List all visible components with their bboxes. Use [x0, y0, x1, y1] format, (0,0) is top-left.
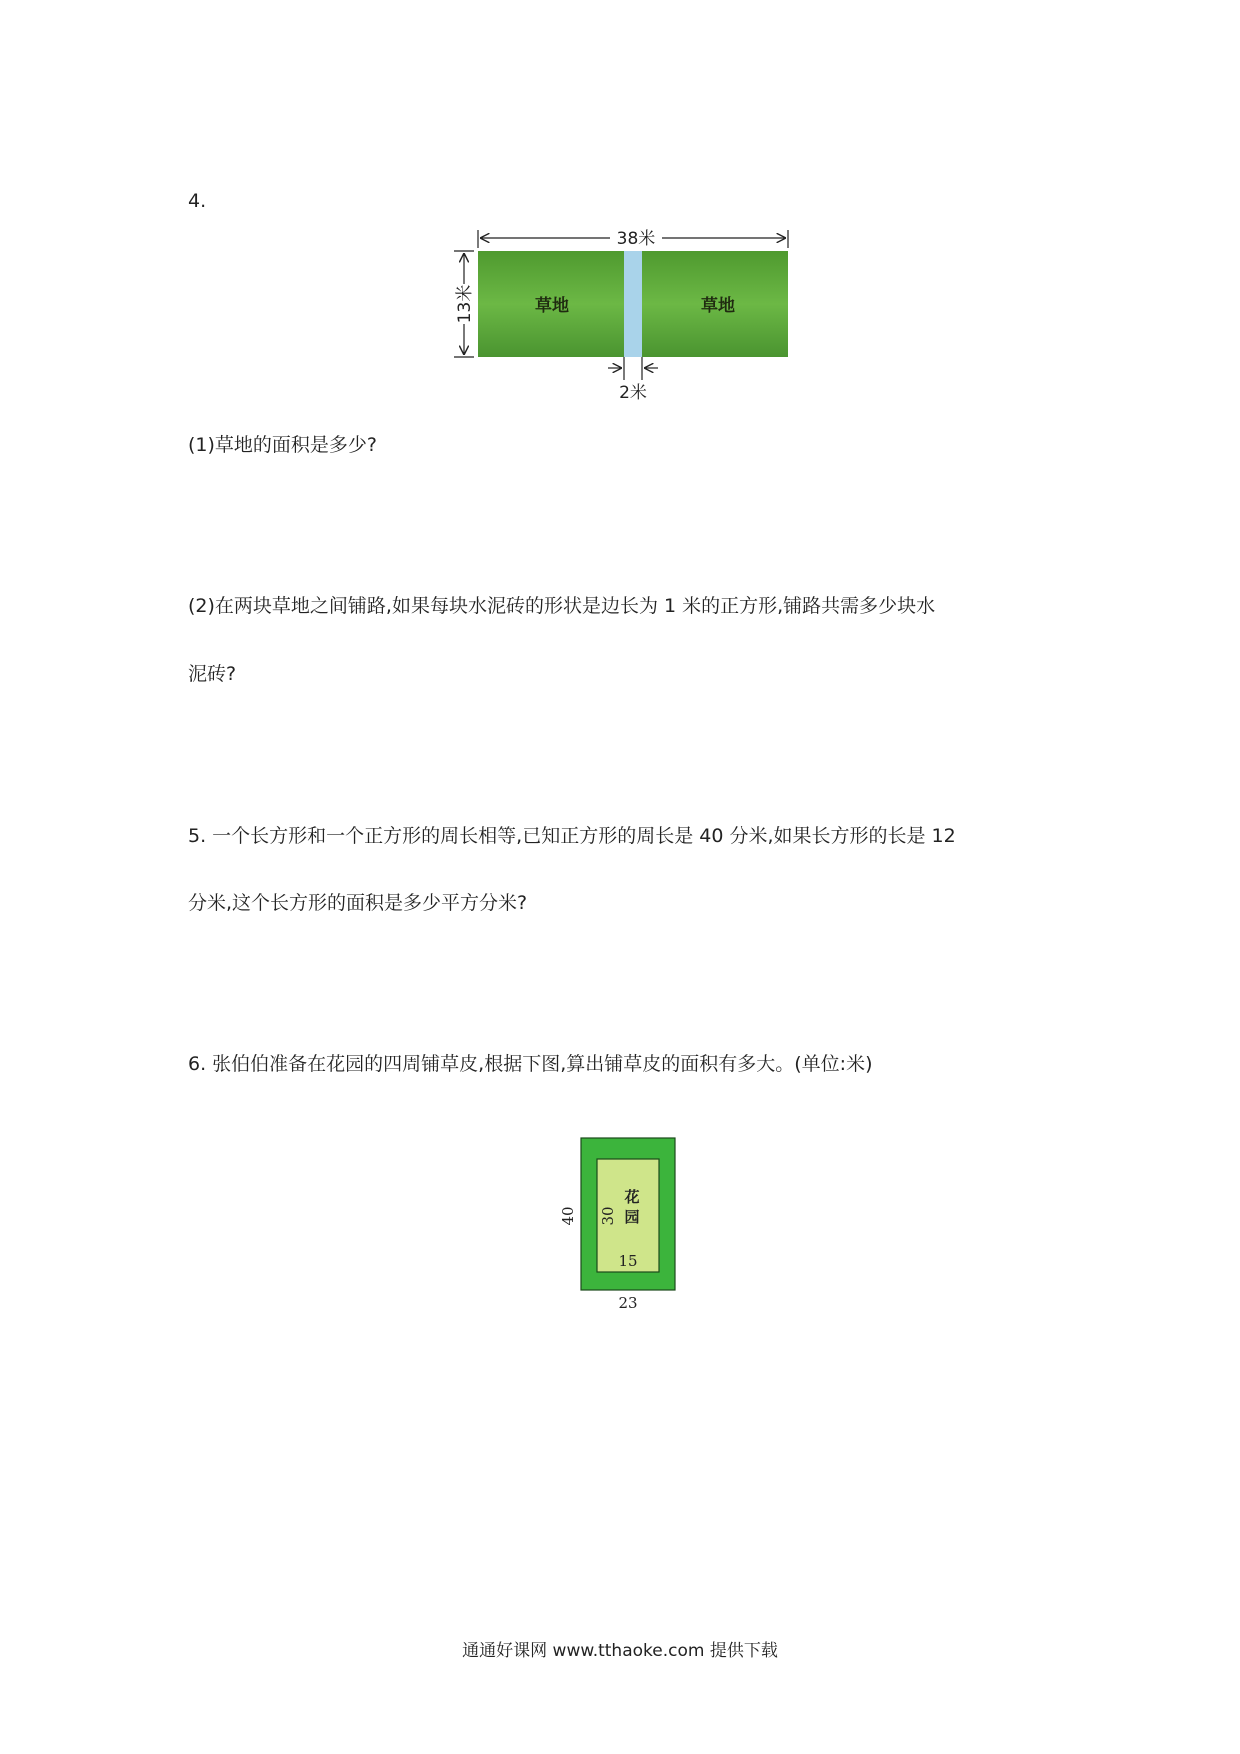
left-field-label: 草地	[535, 296, 569, 316]
question-4-number: 4.	[188, 190, 207, 212]
question-4-part-2-line-2: 泥砖?	[188, 663, 237, 685]
height-label: 13米	[455, 284, 475, 324]
question-5-line-1: 5. 一个长方形和一个正方形的周长相等,已知正方形的周长是 40 分米,如果长方形的长是 12	[188, 825, 956, 847]
page-footer: 通通好课网 www.tthaoke.com 提供下载	[462, 1641, 778, 1661]
question-6-line-1: 6. 张伯伯准备在花园的四周铺草皮,根据下图,算出铺草皮的面积有多大。(单位:米)	[188, 1053, 873, 1075]
question-5-line-2: 分米,这个长方形的面积是多少平方分米?	[188, 892, 528, 914]
right-field-label: 草地	[701, 296, 735, 316]
total-width-label: 38米	[616, 229, 656, 249]
question-4-part-1: (1)草地的面积是多少?	[188, 434, 377, 456]
field-diagram	[440, 222, 800, 407]
outer-height-label: 40	[559, 1206, 577, 1226]
path-strip	[624, 251, 642, 357]
garden-diagram	[555, 1130, 705, 1320]
inner-width-label: 15	[618, 1252, 638, 1270]
inner-height-label: 30	[599, 1206, 617, 1226]
path-width-label: 2米	[619, 383, 647, 403]
garden-label-2: 园	[624, 1208, 640, 1226]
outer-width-label: 23	[618, 1294, 638, 1312]
garden-label-1: 花	[624, 1188, 640, 1206]
question-4-part-2-line-1: (2)在两块草地之间铺路,如果每块水泥砖的形状是边长为 1 米的正方形,铺路共需多少块水	[188, 595, 936, 617]
